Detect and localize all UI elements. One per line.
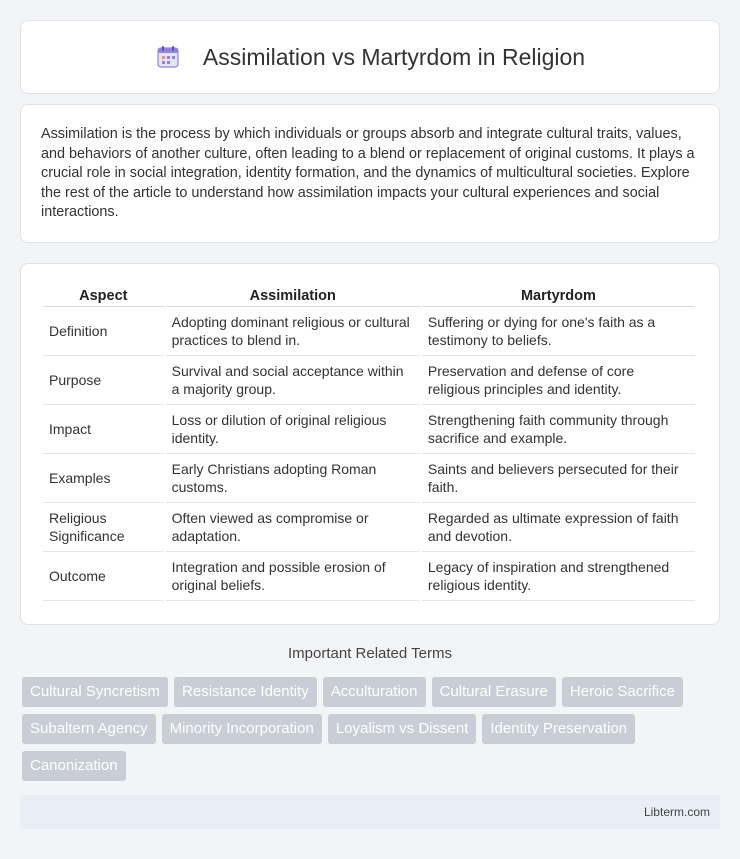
row-martyrdom: Suffering or dying for one's faith as a testimony to beliefs.: [422, 307, 695, 356]
calendar-icon: [155, 44, 181, 70]
footer-site-link[interactable]: Libterm.com: [643, 805, 710, 819]
related-term-tag[interactable]: Minority Incorporation: [162, 714, 322, 744]
table-row: [43, 552, 695, 601]
row-martyrdom: Preservation and defense of core religious principles and identity.: [422, 356, 695, 405]
table-header-row: [43, 284, 695, 307]
related-term-tag[interactable]: Resistance Identity: [174, 677, 317, 707]
related-term-tag[interactable]: Canonization: [22, 751, 126, 781]
row-assimilation: Adopting dominant religious or cultural practices to blend in.: [166, 307, 420, 356]
page-title: Assimilation vs Martyrdom in Religion: [202, 43, 586, 70]
row-aspect: Definition: [43, 307, 164, 356]
row-assimilation: Loss or dilution of original religious identity.: [166, 405, 420, 454]
footer: [20, 795, 720, 829]
row-assimilation: Integration and possible erosion of original beliefs.: [166, 552, 420, 601]
table-row: [43, 503, 695, 552]
related-term-tag[interactable]: Cultural Erasure: [432, 677, 556, 707]
row-martyrdom: Strengthening faith community through sacrifice and example.: [422, 405, 695, 454]
header-martyrdom: Martyrdom: [422, 284, 695, 307]
intro-card: [20, 104, 720, 243]
row-assimilation: Early Christians adopting Roman customs.: [166, 454, 420, 503]
row-martyrdom: Saints and believers persecuted for their faith.: [422, 454, 695, 503]
row-aspect: Impact: [43, 405, 164, 454]
comparison-table: [41, 284, 697, 601]
intro-text: Assimilation is the process by which individuals or groups absorb and integrate cultural traits, values, and behaviors of another culture, often leading to a blend or replacement of original customs. It plays a crucial role in social integration, identity formation, and the dynamics of multicultural societies. Explore the rest of the article to understand how assimilation impacts your cultural experiences and social interactions.: [41, 126, 695, 221]
related-term-tag[interactable]: Loyalism vs Dissent: [328, 714, 477, 744]
table-row: [43, 307, 695, 356]
row-aspect: Outcome: [43, 552, 164, 601]
row-assimilation: Survival and social acceptance within a majority group.: [166, 356, 420, 405]
related-terms-list: [22, 677, 722, 788]
table-row: [43, 405, 695, 454]
row-martyrdom: Regarded as ultimate expression of faith and devotion.: [422, 503, 695, 552]
header-assimilation: Assimilation: [166, 284, 420, 307]
header-aspect: Aspect: [43, 284, 164, 307]
row-martyrdom: Legacy of inspiration and strengthened religious identity.: [422, 552, 695, 601]
related-term-tag[interactable]: Acculturation: [323, 677, 426, 707]
row-aspect: Examples: [43, 454, 164, 503]
related-terms-heading: Important Related Terms: [288, 645, 452, 662]
table-row: [43, 454, 695, 503]
related-term-tag[interactable]: Identity Preservation: [482, 714, 635, 744]
related-term-tag[interactable]: Subaltern Agency: [22, 714, 156, 744]
row-aspect: Religious Significance: [43, 503, 164, 552]
related-term-tag[interactable]: Heroic Sacrifice: [562, 677, 683, 707]
row-aspect: Purpose: [43, 356, 164, 405]
title-card: [20, 20, 720, 94]
comparison-card: [20, 263, 720, 625]
table-row: [43, 356, 695, 405]
related-term-tag[interactable]: Cultural Syncretism: [22, 677, 168, 707]
row-assimilation: Often viewed as compromise or adaptation.: [166, 503, 420, 552]
